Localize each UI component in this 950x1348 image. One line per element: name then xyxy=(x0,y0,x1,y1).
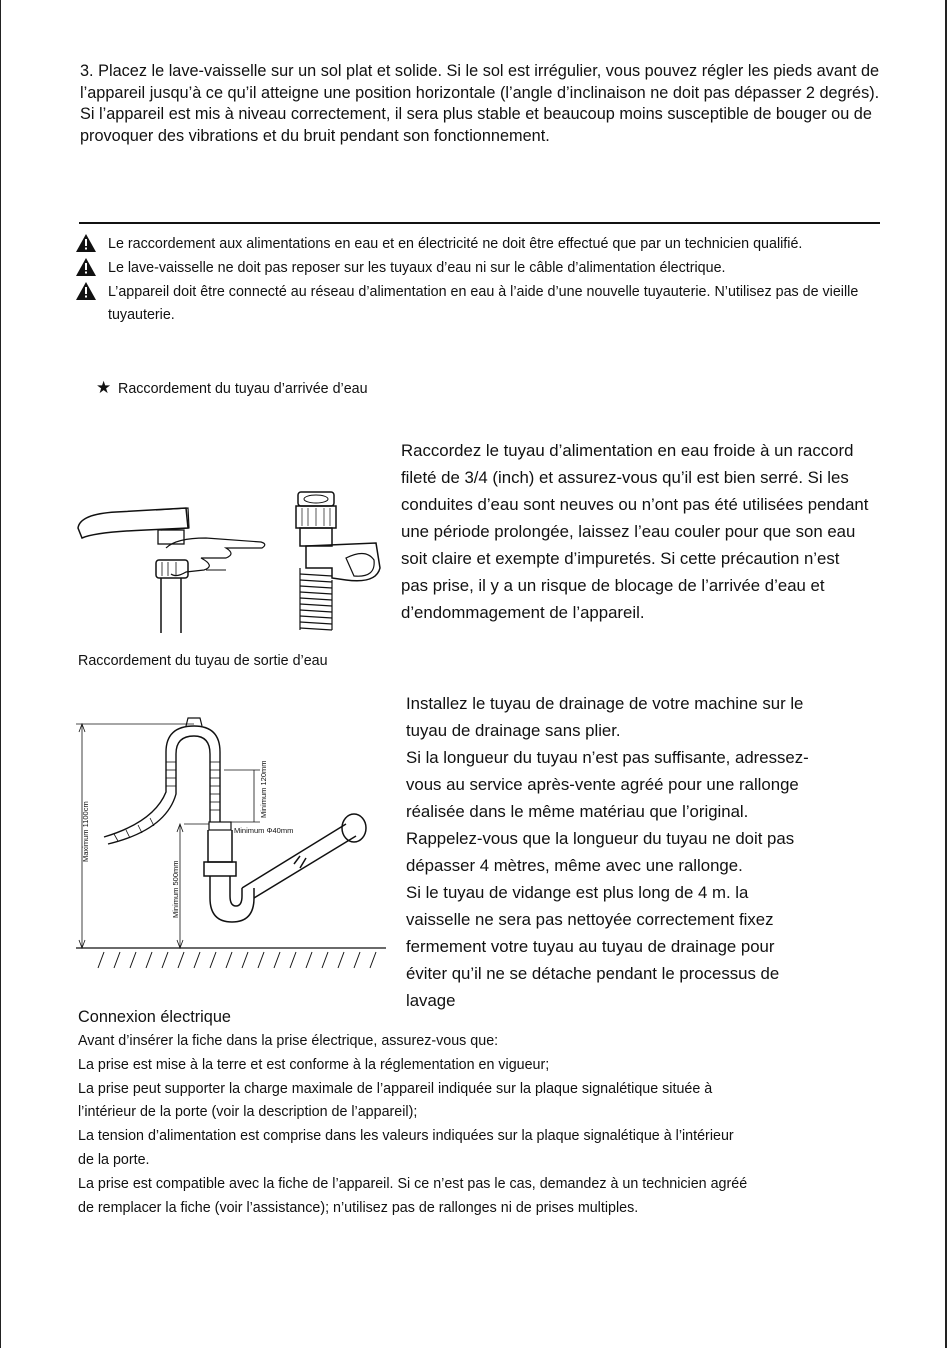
drain-line: Si le tuyau de vidange est plus long de 4 m. la xyxy=(406,883,749,902)
drain-instructions xyxy=(406,690,876,1014)
star-icon: ★ xyxy=(96,378,112,397)
inlet-hose-illustration xyxy=(76,488,386,638)
warning-text: Le lave-vaisselle ne doit pas reposer sur les tuyaux d’eau ni sur le câble d’alimentation électrique. xyxy=(108,259,726,276)
inlet-heading-text: Raccordement du tuyau d’arrivée d’eau xyxy=(118,381,368,397)
electrical-line: La prise est compatible avec la fiche de l’appareil. Si ce n’est pas le cas, demandez à un technicien agréé xyxy=(78,1175,748,1192)
drain-line: fermement votre tuyau au tuyau de drainage pour xyxy=(406,937,775,956)
electrical-title: Connexion électrique xyxy=(78,1008,231,1026)
min-diameter-label: Minimum Φ40mm xyxy=(234,826,294,835)
inlet-instructions: Raccordez le tuyau d’alimentation en eau froide à un raccord fileté de 3/4 (inch) et assurez-vous qu’il est bien serré. Si les conduites d’eau sont neuves ou n’ont pas été utilisées pendant une période prolongée, laissez l’eau couler pour que son eau soit claire et exempte d’impuretés. Si cette précaution n’est pas prise, il y a un risque de blocage de l’arrivée d’eau et d’endommagement de l’appareil. xyxy=(401,441,869,622)
inlet-heading xyxy=(96,377,368,400)
warning-triangle-icon xyxy=(76,258,96,276)
drain-hose-diagram xyxy=(74,712,386,970)
warning-triangle-icon xyxy=(76,282,96,300)
electrical-line: La prise est mise à la terre et est conforme à la réglementation en vigueur; xyxy=(78,1056,550,1073)
drain-line: réalisée dans le même matériau que l’original. xyxy=(406,802,749,821)
section-divider xyxy=(79,222,880,224)
warning-item xyxy=(76,281,876,329)
drain-line: tuyau de drainage sans plier. xyxy=(406,721,621,740)
drain-line: vous au service après-vente agréé pour une rallonge xyxy=(406,775,799,794)
leveling-paragraph: 3. Placez le lave-vaisselle sur un sol plat et solide. Si le sol est irrégulier, vous pouvez régler les pieds avant de l’appareil jusqu’à ce qu’il atteigne une position horizontale (l’angle d’inclinaison ne doit pas dépasser 2 degrés). Si l’appareil est mis à niveau correctement, il sera plus stable et beaucoup moins susceptible de bouger ou de provoquer des vibrations et du bruit pendant son fonctionnement. xyxy=(80,62,880,146)
warning-triangle-icon xyxy=(76,234,96,252)
electrical-line: La prise peut supporter la charge maximale de l’appareil indiquée sur la plaque signalétique située à xyxy=(78,1080,713,1097)
electrical-line: La tension d’alimentation est comprise dans les valeurs indiquées sur la plaque signalétique à l’intérieur xyxy=(78,1128,734,1145)
electrical-requirements xyxy=(78,1030,888,1220)
electrical-line: de la porte. xyxy=(78,1151,150,1168)
warning-list xyxy=(76,233,876,328)
drain-line: Installez le tuyau de drainage de votre machine sur le xyxy=(406,694,804,713)
drain-line: dépasser 4 mètres, même avec une rallonge. xyxy=(406,856,743,875)
drain-caption: Raccordement du tuyau de sortie d’eau xyxy=(78,653,328,669)
warning-text: Le raccordement aux alimentations en eau et en électricité ne doit être effectué que par un technicien qualifié. xyxy=(108,236,803,252)
drain-line: éviter qu’il ne se détache pendant le processus de xyxy=(406,964,780,983)
drain-line: vaisselle ne sera pas nettoyée correctement fixez xyxy=(406,910,774,929)
electrical-line: l’intérieur de la porte (voir la description de l’appareil); xyxy=(78,1104,418,1121)
drain-line: Si la longueur du tuyau n’est pas suffisante, adressez- xyxy=(406,748,809,767)
warning-text: L’appareil doit être connecté au réseau d’alimentation en eau à l’aide d’une nouvelle tuyauterie. N’utilisez pas de vieille tuyauterie. xyxy=(108,283,859,324)
warning-item xyxy=(76,233,876,257)
warning-item xyxy=(76,257,876,281)
min-loop-label: Minimum 120mm xyxy=(259,760,268,818)
electrical-line: de remplacer la fiche (voir l’assistance); n’utilisez pas de rallonges ni de prises multiples. xyxy=(78,1199,639,1216)
min-height-label: Minimum 500mm xyxy=(171,860,180,918)
max-height-label: Maximum 1100cm xyxy=(81,801,90,862)
drain-line: Rappelez-vous que la longueur du tuyau ne doit pas xyxy=(406,829,795,848)
drain-line: lavage xyxy=(406,991,456,1010)
electrical-line: Avant d’insérer la fiche dans la prise électrique, assurez-vous que: xyxy=(78,1033,499,1049)
floor-hatching xyxy=(98,952,376,968)
